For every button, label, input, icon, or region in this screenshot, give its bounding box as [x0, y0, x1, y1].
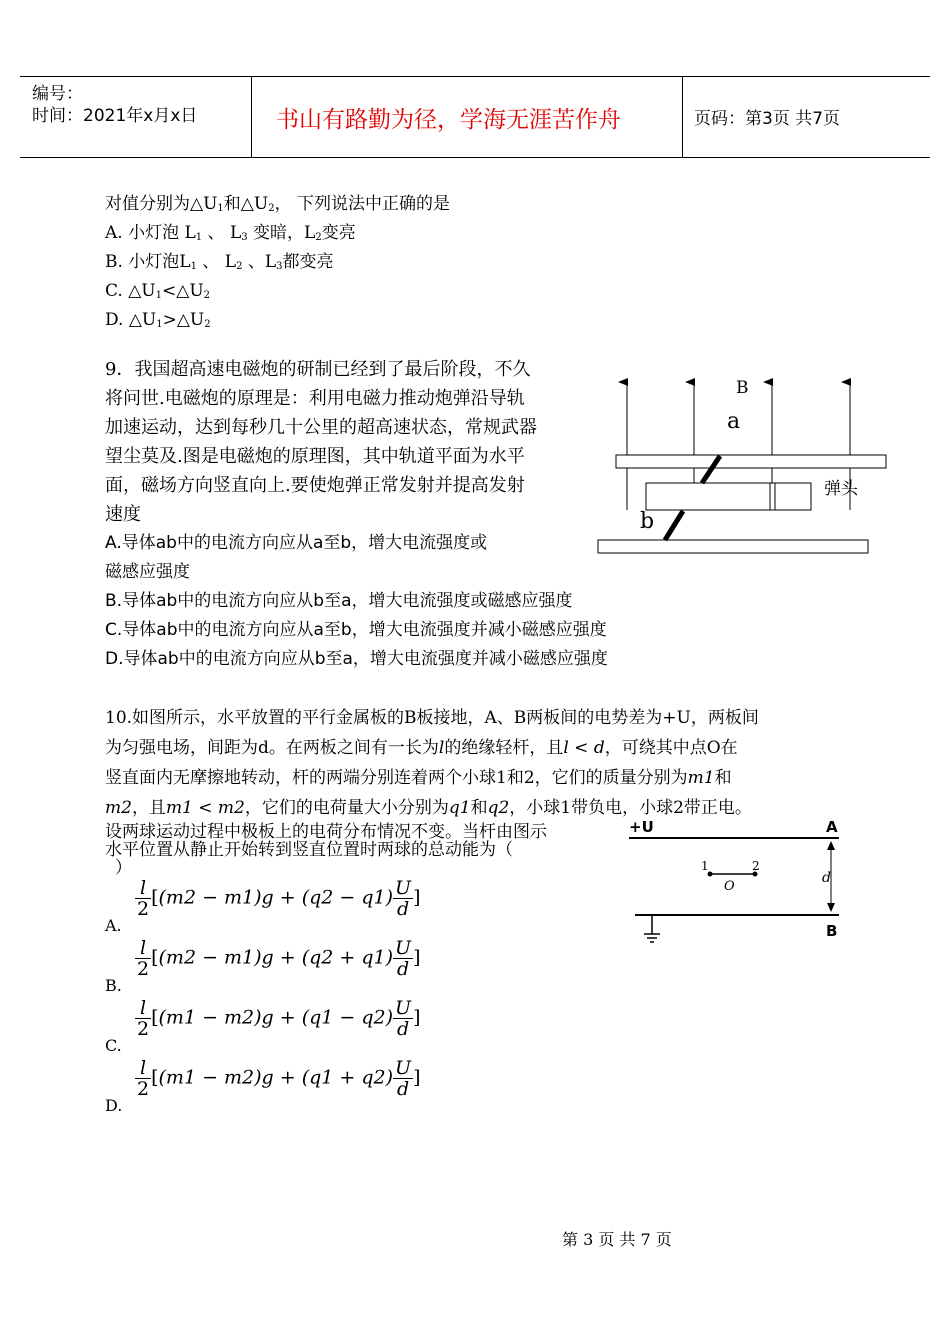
ball-2-label: 2: [752, 859, 760, 873]
q9-option-a-cont: 磁感应强度: [105, 562, 190, 582]
parallel-plates-diagram: [625, 812, 855, 952]
q10-line-7: ）: [115, 858, 132, 878]
projectile: [646, 483, 811, 510]
railgun-diagram: [590, 370, 890, 570]
header-motto: 书山有路勤为径，学海无涯苦作舟: [276, 107, 621, 133]
q9-option-c: C.导体ab中的电流方向应从a至b，增大电流强度并减小磁感应强度: [105, 620, 607, 640]
q8-intro: 对值分别为$\triangle U_1$和$\triangle U_2$， 下列说法中正确的是: [105, 194, 450, 214]
gap-label: d: [822, 870, 831, 886]
q9-stem-line: 加速运动，达到每秒几十公里的超高速状态，常规武器: [105, 417, 537, 438]
q8-option-d: D. $\triangle U_1>\triangle U_2$: [105, 310, 211, 330]
point-label-a: a: [727, 409, 741, 434]
q9-stem-line: 望尘莫及.图是电磁炮的原理图，其中轨道平面为水平: [105, 446, 525, 467]
gap-arrow-up: [827, 841, 835, 850]
upper-rail: [616, 455, 886, 468]
plate-a-label: A: [826, 818, 838, 836]
voltage-label: +U: [629, 818, 654, 836]
q8-option-c: C. $\triangle U_1<\triangle U_2$: [105, 281, 211, 301]
q9-stem-line: 速度: [105, 504, 141, 525]
ball-1-label: 1: [701, 859, 709, 873]
q9-option-a: A.导体ab中的电流方向应从a至b，增大电流强度或: [105, 533, 488, 553]
q8-option-a: A. 小灯泡 $L_1$ 、 $L_3$ 变暗，$L_2$变亮: [105, 223, 356, 243]
lower-rail: [598, 540, 868, 553]
page-header: [20, 76, 930, 158]
q9-option-b: B.导体ab中的电流方向应从b至a，增大电流强度或磁感应强度: [105, 591, 573, 611]
q8-option-b: B. 小灯泡$L_1$ 、 $L_2$ 、$L_3$都变亮: [105, 252, 334, 272]
point-label-b: b: [640, 509, 655, 534]
field-label-b: B: [736, 378, 749, 398]
q10-line-3: 竖直面内无摩擦地转动，杆的两端分别连着两个小球1和2，它们的质量分别为m1和: [105, 768, 732, 788]
q10-line-6: 水平位置从静止开始转到竖直位置时两球的总动能为（: [105, 840, 513, 860]
center-label: O: [724, 879, 735, 894]
gap-arrow-down: [827, 903, 835, 912]
q10-stem: [105, 703, 759, 823]
document-time-label: 时间：2021年x月x日: [32, 106, 198, 126]
q9-stem-line: 9．我国超高速电磁炮的研制已经到了最后阶段，不久: [105, 359, 531, 380]
projectile-label: 弹头: [824, 479, 858, 499]
conductor-segment-b: [665, 511, 683, 540]
document-number-label: 编号：: [32, 84, 83, 104]
page-footer: 第 3 页 共 7 页: [562, 1230, 672, 1249]
q9-option-d: D.导体ab中的电流方向应从b至a，增大电流强度并减小磁感应强度: [105, 649, 608, 669]
q10-line-5: 设两球运动过程中极板上的电荷分布情况不变。当杆由图示: [105, 822, 547, 842]
q10-stem-end: [105, 823, 547, 877]
q9-stem-line: 将问世.电磁炮的原理是：利用电磁力推动炮弹沿导轨: [105, 388, 525, 409]
q9-stem: [105, 355, 537, 529]
q9-options: [105, 529, 608, 674]
q10-line-2: 为匀强电场，间距为d。在两板之间有一长为l的绝缘轻杆，且l < d，可绕其中点O在: [105, 738, 738, 758]
plate-b-label: B: [826, 922, 838, 940]
q10-line-4: m2，且m1 < m2，它们的电荷量大小分别为q1和q2，小球1带负电，小球2带正电。: [105, 798, 752, 818]
q9-stem-line: 面，磁场方向竖直向上.要使炮弹正常发射并提高发射: [105, 475, 525, 496]
header-page-label: 页码：第3页 共7页: [694, 109, 841, 129]
q10-line-1: 10.如图所示，水平放置的平行金属板的B板接地，A、B两板间的电势差为+U，两板间: [105, 708, 759, 728]
